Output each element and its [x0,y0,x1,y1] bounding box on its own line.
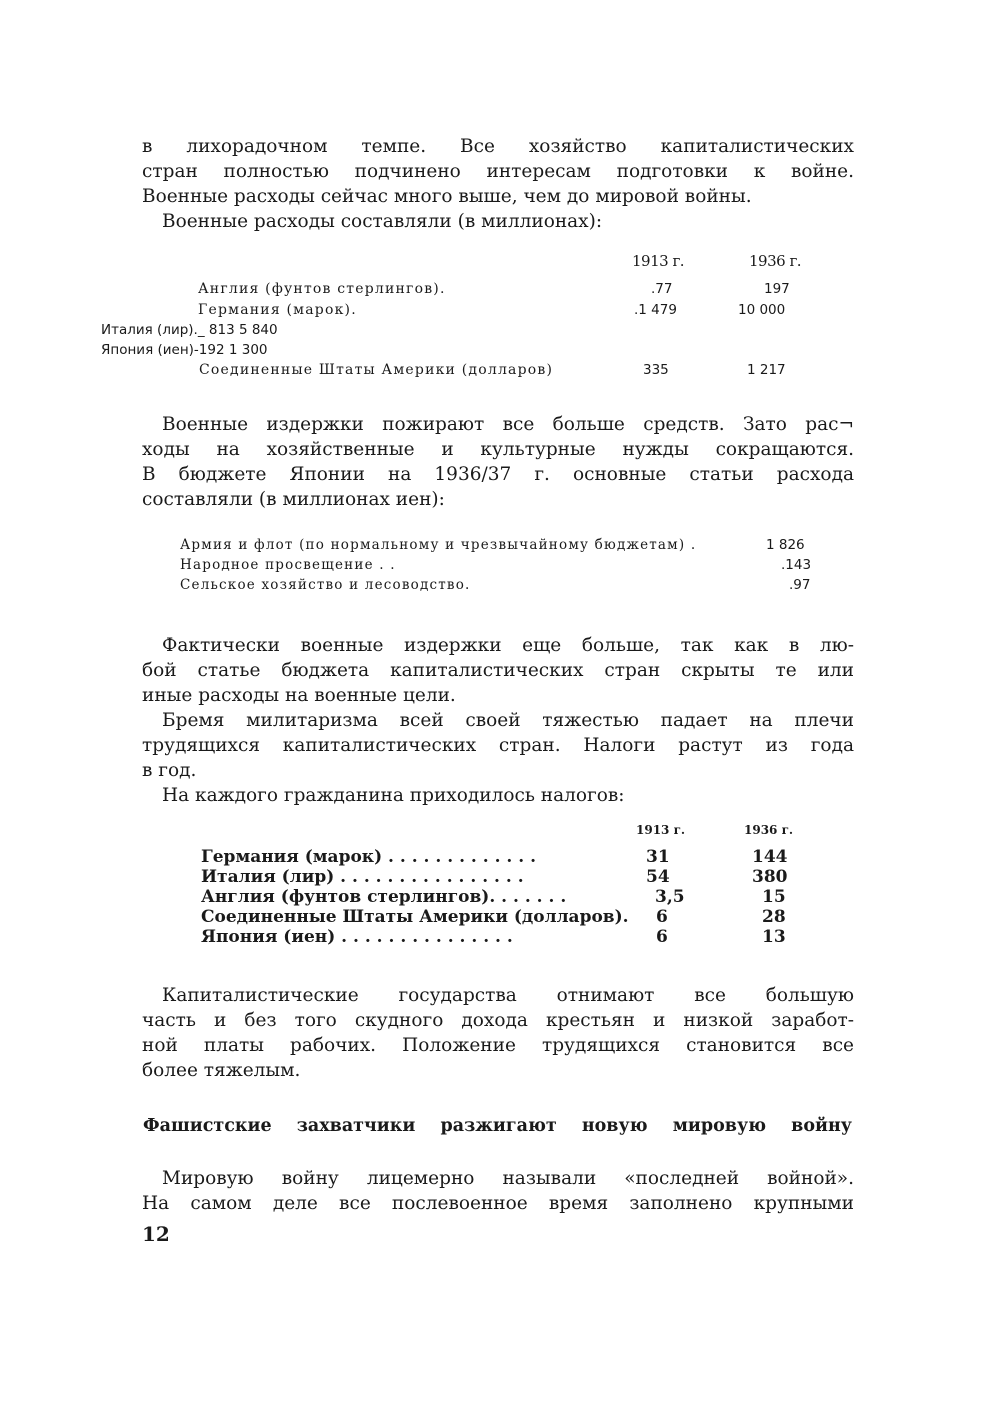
text-line: ходы на хозяйственные и культурные нужды сокращаются. [142,439,854,460]
value-1936: 13 [762,927,786,947]
value-1913: .77 [651,281,673,297]
text-line: Военные расходы составляли (в миллионах): [162,211,603,232]
column-header-1913: 1913 г. [636,823,686,837]
value-1936: 1 217 [747,362,786,378]
page-number: 12 [142,1222,170,1246]
value-1936: 10 000 [738,302,786,318]
text-line: На самом деле все послевоенное время заполнено крупными [142,1193,854,1214]
row-label-japan: Япония (иен) . . . . . . . . . . . . . . . [201,927,513,947]
value-1913: 6 [656,927,668,947]
value-1913: 6 [656,907,668,927]
column-header-1936: 1936 г. [744,823,794,837]
text-line: Военные расходы сейчас много выше, чем до мировой войны. [142,186,752,207]
text-line: стран полностью подчинено интересам подготовки к войне. [142,161,854,182]
value-1936: 28 [762,907,786,927]
text-line: Мировую войну лицемерно называли «последней войной». [162,1168,854,1189]
text-line: ной платы рабочих. Положение трудящихся становится все [142,1035,854,1056]
text-line: в лихорадочном темпе. Все хозяйство капиталистических [142,136,854,157]
value-1913: .1 479 [634,302,677,318]
text-line: В бюджете Японии на 1936/37 г. основные статьи расхода [142,464,854,485]
text-line: трудящихся капиталистических стран. Налоги растут из года [142,735,854,756]
row-label-education: Народное просвещение . . [180,557,396,573]
value-1936: 197 [764,281,790,297]
text-line: часть и без того скудного дохода крестьян и низкой заработ- [142,1010,854,1031]
row-label-england: Англия (фунтов стерлингов). [198,281,446,297]
text-line: Военные издержки пожирают все больше средств. Зато рас¬ [162,414,854,435]
value-1936: 15 [762,887,786,907]
row-label-agriculture: Сельское хозяйство и лесоводство. [180,577,471,593]
text-line: составляли (в миллионах иен): [142,489,445,510]
text-line: Фактически военные издержки еще больше, так как в лю- [162,635,854,656]
row-value: .143 [781,557,812,573]
section-heading: Фашистские захватчики разжигают новую мировую войну [143,1116,852,1136]
text-line: бой статье бюджета капиталистических стран скрыты те или [142,660,854,681]
row-label-germany: Германия (марок) . . . . . . . . . . . . . [201,847,537,867]
text-line: На каждого гражданина приходилось налогов: [162,785,625,806]
column-header-1913: 1913 г. [632,252,685,270]
value-1913: 3,5 [655,887,685,907]
row-label-england: Англия (фунтов стерлингов). . . . . . . [201,887,567,907]
paragraph-8 [142,1166,854,1216]
row-label-japan: Япония (иен)-192 1 300 [101,342,268,358]
row-label-usa: Соединенные Штаты Америки (долларов) [199,362,554,378]
row-label-italy: Италия (лир)._ 813 5 840 [101,322,278,338]
text-line: Бремя милитаризма всей своей тяжестью падает на плечи [162,710,854,731]
text-line: иные расходы на военные цели. [142,685,456,706]
value-1913: 335 [643,362,669,378]
row-value: .97 [789,577,811,593]
row-label-italy: Италия (лир) . . . . . . . . . . . . . . . . [201,867,524,887]
column-header-1936: 1936 г. [749,252,802,270]
value-1913: 54 [646,867,670,887]
value-1913: 31 [646,847,670,867]
text-line: Капиталистические государства отнимают все большую [162,985,854,1006]
text-line: более тяжелым. [142,1060,301,1081]
paragraph-7 [142,983,854,1083]
row-label-usa: Соединенные Штаты Америки (долларов). [201,907,629,927]
row-label-germany: Германия (марок). [198,302,357,318]
value-1936: 144 [752,847,788,867]
row-label-army: Армия и флот (по нормальному и чрезвычайному бюджетам) . [180,537,697,553]
row-value: 1 826 [766,537,805,553]
value-1936: 380 [752,867,788,887]
text-line: в год. [142,760,197,781]
